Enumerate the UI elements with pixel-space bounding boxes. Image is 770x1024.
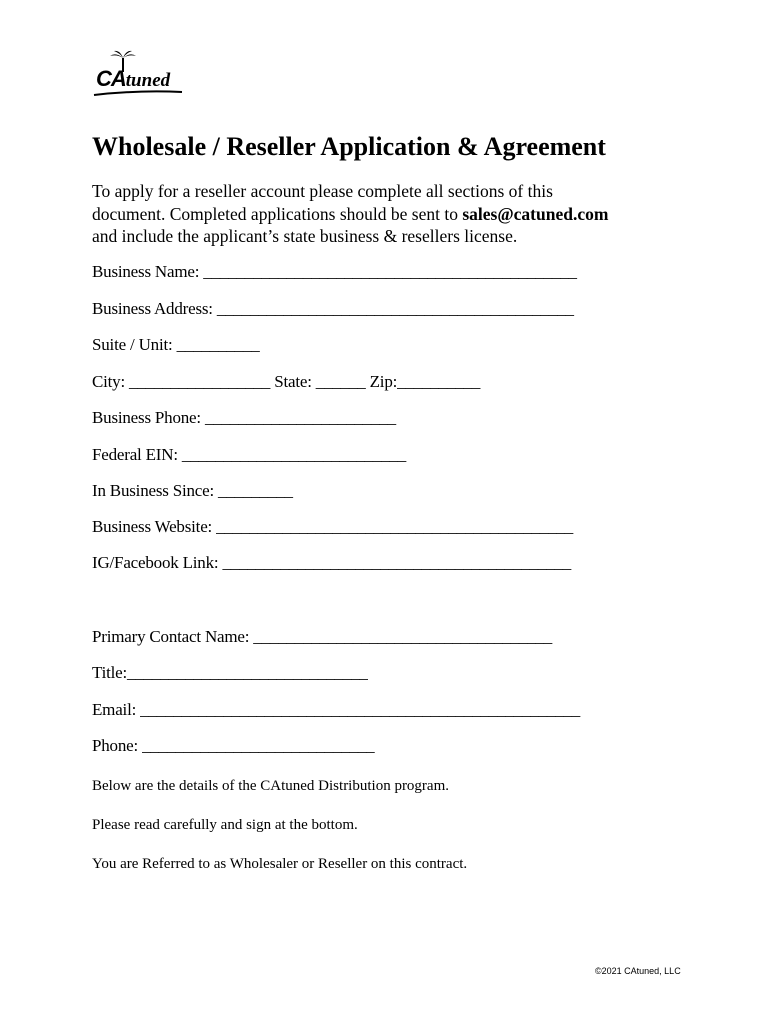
catuned-logo: [92, 50, 192, 102]
copyright-footer: ©2021 CAtuned, LLC: [595, 966, 681, 976]
referred-as-note: You are Referred to as Wholesaler or Reseller on this contract.: [92, 856, 468, 872]
primary-contact-name-field[interactable]: Primary Contact Name: ____________________________________: [92, 627, 553, 646]
business-address-field[interactable]: Business Address: ___________________________________________: [92, 299, 574, 318]
in-business-since-field[interactable]: In Business Since: _________: [92, 481, 293, 500]
business-website-field[interactable]: Business Website: ___________________________________________: [92, 517, 574, 536]
page-title: Wholesale / Reseller Application & Agreement: [92, 132, 606, 161]
business-name-field[interactable]: Business Name: _____________________________________________: [92, 262, 577, 281]
intro-line-3: and include the applicant’s state business & resellers license.: [92, 226, 518, 246]
contact-email: sales@catuned.com: [462, 203, 609, 224]
city-state-zip-field[interactable]: City: _________________ State: ______ Zip:__________: [92, 372, 481, 391]
distribution-details-note: Below are the details of the CAtuned Distribution program.: [92, 778, 450, 794]
logo-wordmark: CAtuned: [96, 66, 171, 91]
intro-line-2: document. Completed applications should be sent to: [92, 203, 463, 224]
contact-email-field[interactable]: Email: _____________________________________________________: [92, 700, 581, 719]
contact-phone-field[interactable]: Phone: ____________________________: [92, 736, 375, 755]
business-phone-field[interactable]: Business Phone: _______________________: [92, 408, 396, 427]
federal-ein-field[interactable]: Federal EIN: ___________________________: [92, 445, 407, 464]
logo-swoosh: [92, 88, 184, 98]
suite-unit-field[interactable]: Suite / Unit: __________: [92, 335, 260, 354]
intro-line-1: To apply for a reseller account please complete all sections of this: [92, 181, 553, 201]
intro-paragraph: [92, 180, 692, 248]
read-carefully-note: Please read carefully and sign at the bottom.: [92, 817, 358, 833]
contact-title-field[interactable]: Title:_____________________________: [92, 663, 368, 682]
ig-facebook-link-field[interactable]: IG/Facebook Link: __________________________________________: [92, 553, 572, 572]
